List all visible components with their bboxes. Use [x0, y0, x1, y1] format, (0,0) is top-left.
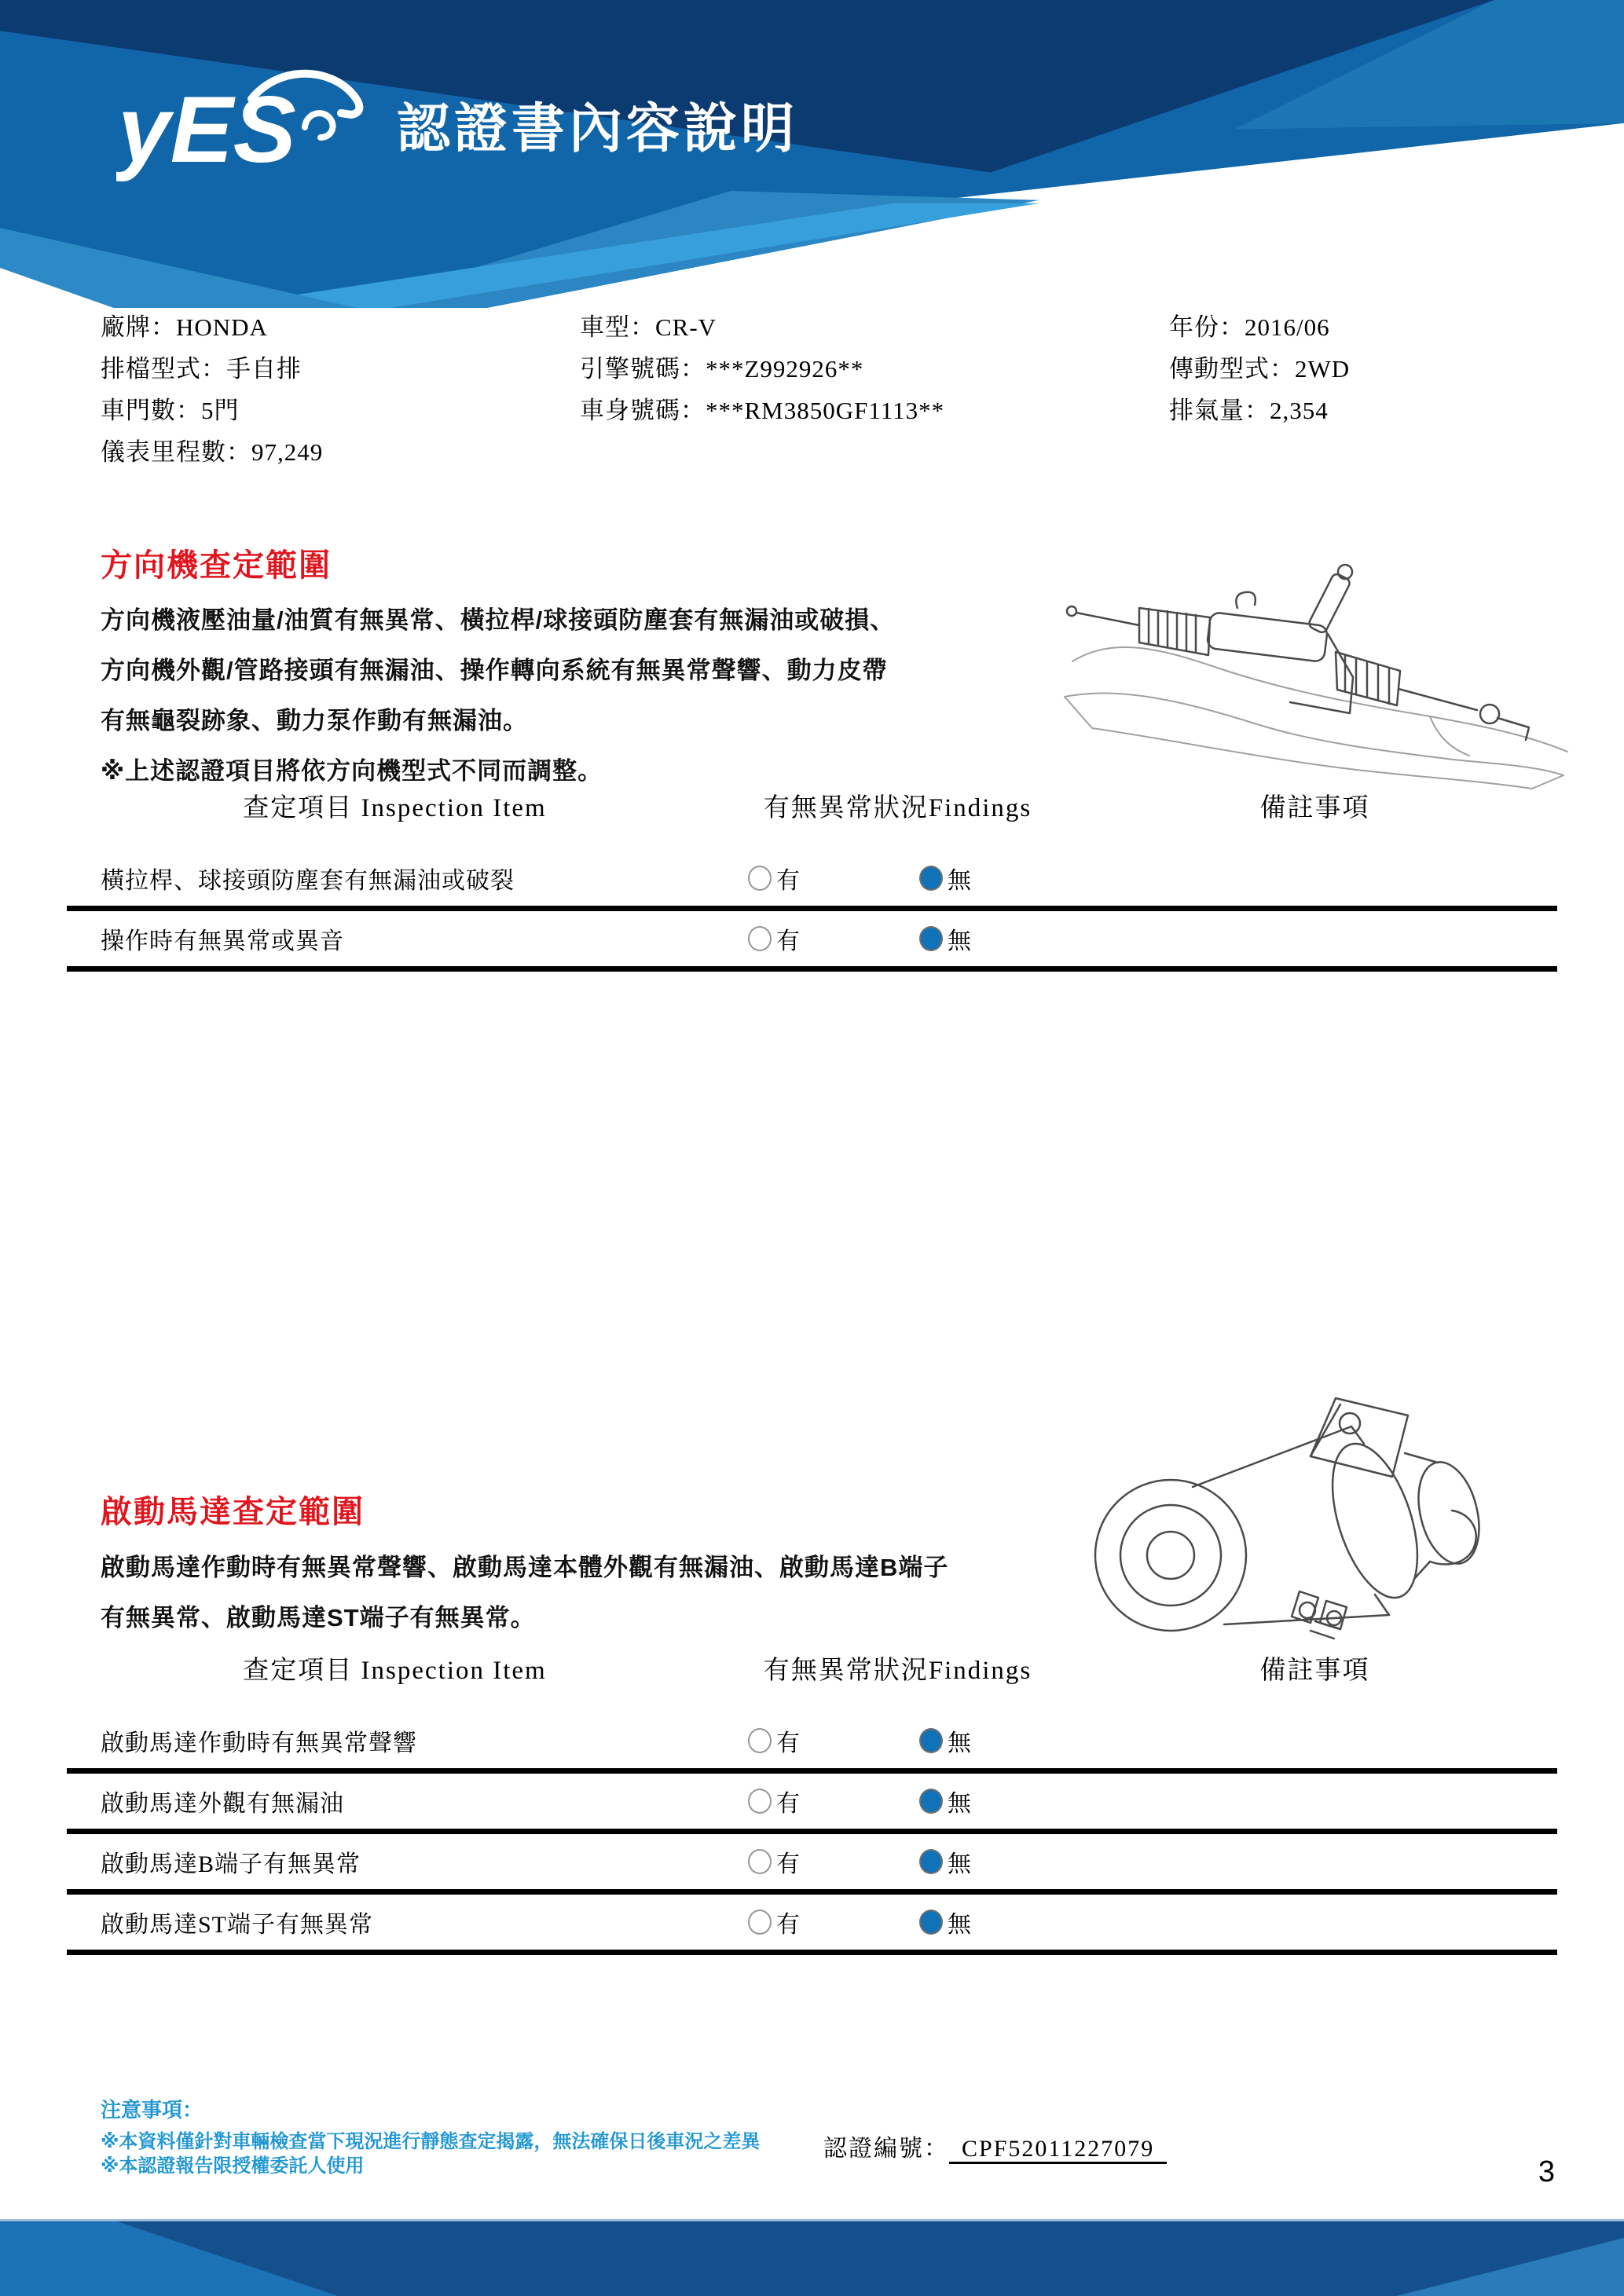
header-banner — [0, 0, 1624, 308]
inspection-item-label: 操作時有無異常或異音 — [101, 928, 344, 954]
radio-unchecked[interactable] — [748, 866, 772, 891]
steering-rack-illustration — [1061, 559, 1579, 795]
page-title: 認證書內容說明 — [397, 99, 799, 159]
radio-unchecked[interactable] — [748, 1789, 772, 1814]
finding-option-normal: 無 — [919, 921, 971, 956]
table-row — [67, 1834, 1557, 1895]
finding-option-abnormal: 有 — [748, 861, 800, 895]
col-header-findings: 有無異常狀況Findings — [763, 1657, 1032, 1685]
radio-checked[interactable] — [919, 1728, 943, 1753]
inspection-item-label: 啟動馬達外觀有無漏油 — [101, 1791, 344, 1817]
notice-line: ※本資料僅針對車輛檢查當下現況進行靜態查定揭露，無法確保日後車況之差異 — [101, 2131, 761, 2152]
table-row — [67, 1774, 1557, 1834]
col-header-notes: 備註事項 — [1259, 1657, 1370, 1685]
desc-line: 有無異常、啟動馬達ST端子有無異常。 — [101, 1604, 536, 1631]
section-desc-steering — [101, 595, 895, 796]
table-row — [67, 851, 1557, 911]
footer-bar-left-wedge — [0, 2221, 1624, 2296]
radio-checked[interactable] — [919, 926, 943, 951]
finding-option-normal: 無 — [919, 1723, 971, 1758]
table-header-row — [67, 1650, 1557, 1686]
info-line: 儀表里程數：97,249 — [101, 438, 324, 466]
info-line: 廠牌：HONDA — [101, 313, 268, 341]
info-value: 97,249 — [251, 438, 324, 466]
certificate-number-value: CPF52011227079 — [949, 2136, 1167, 2164]
findings-cell — [723, 1784, 1072, 1818]
inspection-item-label: 啟動馬達B端子有無異常 — [101, 1851, 361, 1877]
page-number: 3 — [1538, 2155, 1555, 2188]
starter-inspection-table — [67, 1650, 1557, 1955]
info-value: 2,354 — [1270, 397, 1329, 424]
radio-checked[interactable] — [919, 1789, 943, 1814]
inspection-item-label: 啟動馬達ST端子有無異常 — [101, 1912, 374, 1938]
col-header-notes: 備註事項 — [1259, 794, 1370, 822]
finding-option-abnormal: 有 — [748, 921, 800, 956]
info-value: CR-V — [655, 313, 717, 341]
yes-logo-text: yES — [118, 77, 296, 182]
findings-cell — [723, 1905, 1072, 1939]
notice-title: 注意事項： — [101, 2098, 203, 2122]
yes-logo — [116, 58, 383, 192]
finding-option-normal: 無 — [919, 1905, 971, 1939]
desc-line: 有無龜裂跡象、動力泵作動有無漏油。 — [101, 707, 528, 734]
info-line: 車身號碼：***RM3850GF1113** — [580, 397, 945, 424]
section-title-steering: 方向機查定範圍 — [101, 548, 332, 583]
table-row — [67, 1895, 1557, 1955]
findings-cell — [723, 1844, 1072, 1879]
col-header-item: 查定項目 Inspection Item — [243, 1657, 547, 1685]
steering-inspection-table — [67, 787, 1557, 972]
finding-option-abnormal: 有 — [748, 1844, 800, 1879]
radio-checked[interactable] — [919, 1910, 943, 1935]
table-row — [67, 911, 1557, 972]
info-value: 5門 — [201, 397, 240, 424]
section-desc-starter — [101, 1543, 948, 1643]
starter-motor-illustration — [1075, 1381, 1546, 1648]
info-line: 傳動型式：2WD — [1169, 355, 1351, 383]
table-header-row — [67, 787, 1557, 824]
info-value: 手自排 — [226, 355, 302, 383]
finding-option-normal: 無 — [919, 1844, 971, 1879]
vehicle-info-col3 — [1169, 306, 1350, 431]
finding-option-abnormal: 有 — [748, 1905, 800, 1939]
info-value: 2WD — [1295, 355, 1351, 383]
footer-notices — [101, 2094, 760, 2178]
certificate-number-label: 認證編號： — [823, 2136, 949, 2162]
section-title-starter: 啟動馬達查定範圍 — [101, 1495, 365, 1529]
footer-bar — [0, 2219, 1624, 2296]
info-value: ***Z992926** — [706, 355, 864, 383]
car-wheel-icon — [305, 113, 333, 137]
info-line: 引擎號碼：***Z992926** — [580, 355, 864, 383]
info-line: 車門數：5門 — [101, 397, 240, 424]
info-value: 2016/06 — [1245, 313, 1330, 341]
radio-unchecked[interactable] — [748, 1849, 772, 1874]
radio-checked[interactable] — [919, 866, 943, 891]
vehicle-info-col2 — [580, 306, 944, 431]
info-line: 排檔型式：手自排 — [101, 355, 302, 383]
radio-unchecked[interactable] — [748, 1728, 772, 1753]
desc-note: ※上述認證項目將依方向機型式不同而調整。 — [101, 757, 603, 785]
finding-option-normal: 無 — [919, 1784, 971, 1818]
findings-cell — [723, 1723, 1072, 1758]
findings-cell — [723, 861, 1072, 895]
radio-unchecked[interactable] — [748, 1910, 772, 1935]
finding-option-normal: 無 — [919, 861, 971, 895]
desc-line: 方向機液壓油量/油質有無異常、橫拉桿/球接頭防塵套有無漏油或破損、 — [101, 606, 896, 634]
table-row — [67, 1713, 1557, 1774]
inspection-item-label: 啟動馬達作動時有無異常聲響 — [101, 1730, 417, 1756]
desc-line: 啟動馬達作動時有無異常聲響、啟動馬達本體外觀有無漏油、啟動馬達B端子 — [101, 1554, 949, 1581]
inspection-item-label: 橫拉桿、球接頭防塵套有無漏油或破裂 — [101, 868, 515, 894]
notice-line: ※本認證報告限授權委託人使用 — [101, 2155, 365, 2177]
radio-checked[interactable] — [919, 1849, 943, 1874]
info-value: ***RM3850GF1113** — [706, 397, 945, 424]
col-header-findings: 有無異常狀況Findings — [763, 794, 1032, 822]
certificate-number-line — [823, 2129, 1167, 2163]
vehicle-info-col1 — [101, 306, 323, 473]
finding-option-abnormal: 有 — [748, 1784, 800, 1818]
desc-line: 方向機外觀/管路接頭有無漏油、操作轉向系統有無異常聲響、動力皮帶 — [101, 657, 888, 684]
info-value: HONDA — [176, 313, 268, 341]
radio-unchecked[interactable] — [748, 926, 772, 951]
info-line: 年份：2016/06 — [1169, 313, 1330, 341]
findings-cell — [723, 921, 1072, 956]
info-line: 排氣量：2,354 — [1169, 397, 1329, 424]
info-line: 車型：CR-V — [580, 313, 717, 341]
finding-option-abnormal: 有 — [748, 1723, 800, 1758]
col-header-item: 查定項目 Inspection Item — [243, 794, 547, 822]
